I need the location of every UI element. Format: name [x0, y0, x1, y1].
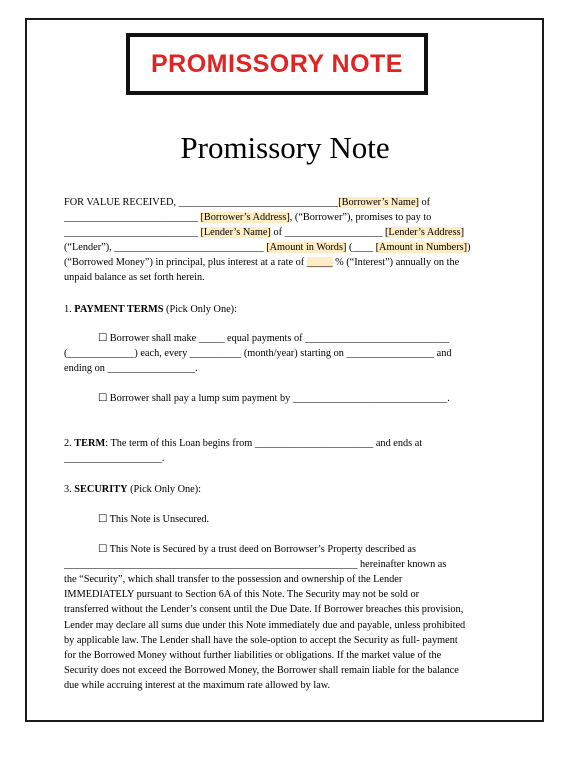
clause-line: due while accruing interest at the maximum rate allowed by law. — [64, 680, 331, 692]
payment-option-lump-sum[interactable]: ☐ Borrower shall pay a lump sum payment by ______________________________. — [98, 393, 450, 404]
payment-option-installments[interactable]: ☐ Borrower shall make _____ equal payments of ____________________________ — [98, 333, 450, 344]
clause-line: transferred without the Lender’s consent until the Due Date. If Borrower breaches this provision, — [64, 604, 464, 616]
intro-text: of — [418, 197, 431, 208]
security-option-unsecured[interactable]: ☐ This Note is Unsecured. — [98, 514, 210, 525]
section-number: 2. — [64, 438, 75, 449]
field-amount-numbers: [Amount in Numbers] — [375, 242, 468, 253]
blank-lender-name[interactable]: __________________________ — [64, 227, 201, 238]
blank-amount-words[interactable]: (“Lender”), _____________________________ — [64, 242, 267, 253]
intro-text: ) — [467, 242, 471, 253]
intro-line-2 — [64, 210, 431, 225]
intro-text: % (“Interest”) annually on the — [332, 257, 460, 268]
field-borrower-name: [Borrower’s Name] — [338, 197, 419, 208]
security-clause — [64, 572, 500, 694]
document-title: Promissory Note — [180, 130, 390, 165]
section-note: (Pick Only One): — [127, 484, 202, 495]
section-title: TERM — [74, 438, 106, 449]
section-heading-security — [64, 482, 201, 497]
section-heading-payment-terms — [64, 302, 237, 317]
payment-option-installments-line-2[interactable]: (_____________) each, every __________ (month/year) starting on _________________ and — [64, 348, 452, 359]
intro-text: (“Borrowed Money”) in principal, plus interest at a rate of — [64, 257, 307, 268]
intro-text: , (“Borrower”), promises to pay to — [289, 212, 432, 223]
payment-option-installments-line-3[interactable]: ending on _________________. — [64, 363, 198, 374]
clause-line: Lender may declare all sums due under this Note immediately due and payable, unless prohibited — [64, 619, 466, 631]
section-title: SECURITY — [74, 484, 128, 495]
blank-interest-rate[interactable]: _____ — [306, 257, 333, 268]
header-banner — [126, 33, 428, 95]
security-property-blank[interactable]: _________________________________________________________ hereinafter known as — [64, 559, 447, 570]
clause-line: Security does not exceed the Borrowed Money, the Borrower shall remain liable for the balance — [64, 665, 459, 677]
intro-line-6: unpaid balance as set forth herein. — [64, 272, 205, 283]
security-option-secured[interactable]: ☐ This Note is Secured by a trust deed on Borrowser’s Property described as — [98, 544, 416, 555]
blank-lender-address[interactable]: of ___________________ — [270, 227, 385, 238]
section-title: PAYMENT TERMS — [74, 304, 164, 315]
intro-line-4 — [64, 240, 471, 255]
clause-line: by applicable law. The Lender shall have the sole-option to accept the Security as full- payment — [64, 634, 458, 646]
banner-title: PROMISSORY NOTE — [151, 49, 403, 78]
clause-line: the “Security”, which shall transfer to the possession and ownership of the Lender — [64, 574, 403, 585]
blank-borrower-address[interactable]: __________________________ — [64, 212, 201, 223]
term-text[interactable]: : The term of this Loan begins from _______________________ and ends at — [105, 438, 423, 449]
section-number: 1. — [64, 304, 75, 315]
field-lender-name: [Lender’s Name] — [200, 227, 271, 238]
field-borrower-address: [Borrower’s Address] — [200, 212, 290, 223]
blank-borrower-name[interactable]: FOR VALUE RECEIVED, _______________________________ — [64, 197, 339, 208]
intro-line-3 — [64, 225, 464, 240]
clause-line: IMMEDIATELY pursuant to Section 6A of this Note. The Security may not be sold or — [64, 589, 420, 601]
clause-line: for the Borrowed Money without further liabilities or obligations. If the market value of the — [64, 650, 442, 662]
blank-amount-numbers[interactable]: (____ — [346, 242, 376, 253]
section-number: 3. — [64, 484, 75, 495]
field-lender-address: [Lender’s Address] — [385, 227, 465, 238]
section-note: (Pick Only One): — [163, 304, 237, 315]
intro-line-1 — [64, 195, 430, 210]
field-amount-words: [Amount in Words] — [266, 242, 347, 253]
section-term — [64, 436, 422, 451]
term-end-date-blank[interactable]: ___________________. — [64, 453, 165, 464]
intro-line-5 — [64, 255, 459, 270]
